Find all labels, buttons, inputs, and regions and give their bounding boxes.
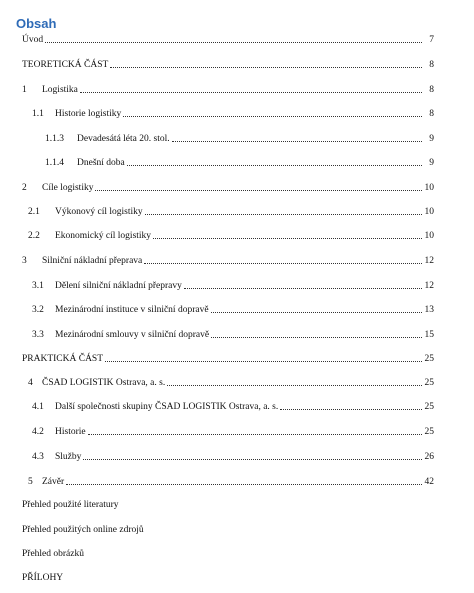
toc-entry[interactable] bbox=[22, 253, 434, 267]
toc-entry-page: 9 bbox=[429, 158, 434, 168]
toc-entry-number: 2.2 bbox=[28, 231, 40, 241]
toc-entry-number: 3 bbox=[22, 256, 27, 266]
dot-leader bbox=[172, 141, 422, 142]
toc-entry-page: 9 bbox=[429, 134, 434, 144]
toc-entry-number: 1 bbox=[22, 85, 27, 95]
toc-entry[interactable] bbox=[45, 131, 434, 145]
toc-entry-title: Dělení silniční nákladní přepravy bbox=[55, 281, 182, 291]
toc-entry[interactable] bbox=[32, 449, 434, 463]
dot-leader bbox=[211, 312, 422, 313]
toc-entry-number: 4.3 bbox=[32, 452, 44, 462]
toc-entry-title: Výkonový cíl logistiky bbox=[55, 207, 143, 217]
toc-entry[interactable] bbox=[32, 278, 434, 292]
toc-entry-number: 1.1.3 bbox=[45, 134, 64, 144]
toc-entry-title: Historie logistiky bbox=[55, 109, 122, 119]
toc-entry[interactable] bbox=[32, 424, 434, 438]
toc-entry-title: Historie bbox=[55, 427, 86, 437]
toc-entry-page: 12 bbox=[424, 256, 434, 266]
toc-entry-page: 8 bbox=[429, 85, 434, 95]
toc-entry-page: 8 bbox=[429, 109, 434, 119]
dot-leader bbox=[105, 361, 422, 362]
toc-entry[interactable] bbox=[28, 375, 434, 389]
toc-entry-page: 13 bbox=[424, 305, 434, 315]
toc-entry-title: TEORETICKÁ ČÁST bbox=[22, 60, 109, 70]
toc-entry-number: 1.1 bbox=[32, 109, 44, 119]
toc-entry-number: 3.1 bbox=[32, 281, 44, 291]
toc-entry[interactable] bbox=[22, 82, 434, 96]
dot-leader bbox=[211, 337, 422, 338]
dot-leader bbox=[66, 484, 422, 485]
toc-entry-title: Mezinárodní smlouvy v silniční dopravě bbox=[55, 330, 210, 340]
toc-entry-number: 3.2 bbox=[32, 305, 44, 315]
toc-entry-title: Logistika bbox=[42, 85, 78, 95]
dot-leader bbox=[184, 288, 422, 289]
toc-entry-page: 10 bbox=[424, 231, 434, 241]
toc-entry-page: 42 bbox=[424, 477, 434, 487]
toc-entry-title: Dnešní doba bbox=[77, 158, 125, 168]
dot-leader bbox=[83, 459, 422, 460]
toc-entry-page: 12 bbox=[424, 281, 434, 291]
toc-entry[interactable] bbox=[22, 32, 434, 46]
toc-entry-title: ČSAD LOGISTIK Ostrava, a. s. bbox=[42, 378, 166, 388]
toc-entry-title: Úvod bbox=[22, 35, 44, 45]
toc-entry-title: PRAKTICKÁ ČÁST bbox=[22, 354, 104, 364]
toc-entry-number: 3.3 bbox=[32, 330, 44, 340]
toc-entry-title: Cíle logistiky bbox=[42, 183, 94, 193]
toc-entry-page: 8 bbox=[429, 60, 434, 70]
toc-entry[interactable] bbox=[32, 302, 434, 316]
toc-entry-page: 10 bbox=[424, 183, 434, 193]
toc-entry-page: 26 bbox=[424, 452, 434, 462]
dot-leader bbox=[45, 42, 422, 43]
toc-entry[interactable] bbox=[28, 228, 434, 242]
toc-entry-title: Ekonomický cíl logistiky bbox=[55, 231, 152, 241]
toc-entry[interactable] bbox=[45, 155, 434, 169]
toc-entry-number: 2.1 bbox=[28, 207, 40, 217]
toc-entry[interactable] bbox=[22, 351, 434, 365]
toc-entry-page: 25 bbox=[424, 378, 434, 388]
toc-entry-title: Devadesátá léta 20. stol. bbox=[77, 134, 170, 144]
dot-leader bbox=[153, 238, 422, 239]
toc-appendix-entry[interactable]: PŘÍLOHY bbox=[22, 573, 64, 583]
toc-entry-title: Silniční nákladní přeprava bbox=[42, 256, 143, 266]
toc-entry[interactable] bbox=[28, 204, 434, 218]
dot-leader bbox=[145, 214, 422, 215]
toc-entry-number: 5 bbox=[28, 477, 33, 487]
toc-appendix-entry[interactable]: Přehled použitých online zdrojů bbox=[22, 525, 144, 535]
toc-entry-number: 1.1.4 bbox=[45, 158, 64, 168]
toc-entry-page: 25 bbox=[424, 402, 434, 412]
dot-leader bbox=[280, 409, 422, 410]
toc-entry-title: Další společnosti skupiny ČSAD LOGISTIK Ostrava, a. s. bbox=[55, 402, 279, 412]
toc-entry-title: Služby bbox=[55, 452, 82, 462]
toc-entry-page: 25 bbox=[424, 354, 434, 364]
toc-entry[interactable] bbox=[28, 474, 434, 488]
toc-entry-number: 2 bbox=[22, 183, 27, 193]
toc-entry[interactable] bbox=[22, 180, 434, 194]
toc-entry-title: Mezinárodní instituce v silniční dopravě bbox=[55, 305, 209, 315]
toc-entry-number: 4.2 bbox=[32, 427, 44, 437]
toc-heading: Obsah bbox=[16, 16, 57, 31]
toc-entry-number: 4.1 bbox=[32, 402, 44, 412]
dot-leader bbox=[80, 92, 422, 93]
toc-appendix-entry[interactable]: Přehled použité literatury bbox=[22, 500, 119, 510]
toc-entry-page: 25 bbox=[424, 427, 434, 437]
dot-leader bbox=[144, 263, 422, 264]
toc-entry-page: 15 bbox=[424, 330, 434, 340]
toc-entry[interactable] bbox=[32, 327, 434, 341]
toc-appendix-entry[interactable]: Přehled obrázků bbox=[22, 549, 84, 559]
dot-leader bbox=[123, 116, 422, 117]
toc-entry[interactable] bbox=[22, 57, 434, 71]
dot-leader bbox=[88, 434, 422, 435]
dot-leader bbox=[110, 67, 422, 68]
dot-leader bbox=[127, 165, 422, 166]
toc-entry[interactable] bbox=[32, 106, 434, 120]
dot-leader bbox=[95, 190, 422, 191]
toc-entry-title: Závěr bbox=[42, 477, 65, 487]
toc-entry-page: 7 bbox=[429, 35, 434, 45]
toc-entry-number: 4 bbox=[28, 378, 33, 388]
dot-leader bbox=[167, 385, 422, 386]
toc-entry-page: 10 bbox=[424, 207, 434, 217]
toc-entry[interactable] bbox=[32, 399, 434, 413]
